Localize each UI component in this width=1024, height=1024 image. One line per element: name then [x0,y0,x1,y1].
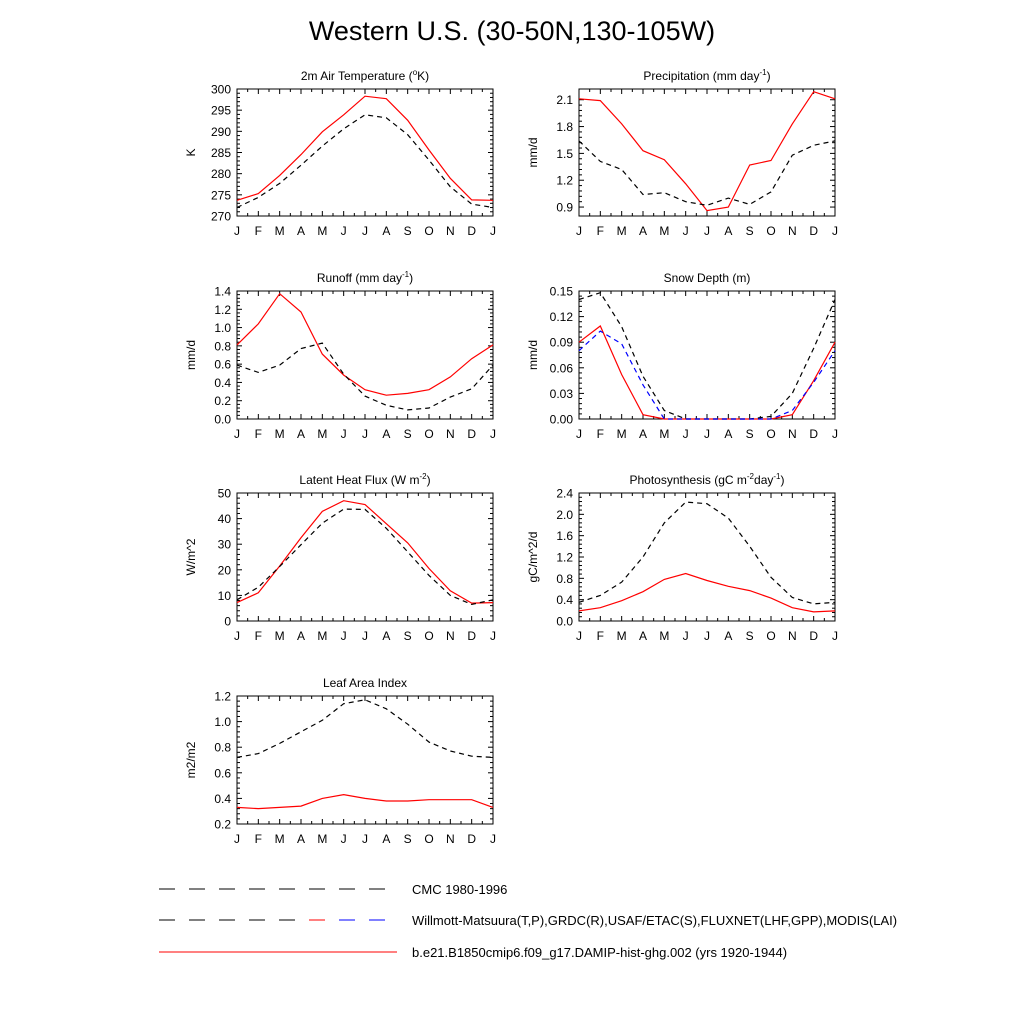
chart-1-ytick-label: 1.8 [556,120,573,135]
chart-0-xtick-label: S [403,224,412,238]
chart-2-ytick-label: 1.4 [214,284,231,299]
chart-4 [184,472,496,643]
chart-0-xtick-label: J [234,224,240,238]
chart-1-ytick-label: 0.9 [556,200,573,215]
chart-5-xtick-label: J [704,629,710,643]
chart-3-ytick-label: 0.00 [549,412,573,427]
chart-3-ytick-label: 0.06 [549,361,573,376]
chart-6-ytick-label: 0.6 [214,766,231,781]
chart-2-ytick-label: 0.8 [214,339,231,354]
chart-1-ytick-label: 1.2 [556,173,573,188]
chart-3-xtick-label: O [766,427,776,441]
chart-0 [184,68,496,238]
chart-2-xtick-label: M [274,427,285,441]
chart-0-xtick-label: N [445,224,455,238]
chart-2-xtick-label: J [340,427,347,441]
chart-4-xtick-label: J [490,629,496,643]
chart-3-xtick-label: N [787,427,797,441]
chart-6-xtick-label: D [467,832,477,846]
chart-4-xtick-label: O [424,629,434,643]
chart-6-xtick-label: A [296,832,306,846]
chart-5-xtick-label: J [682,629,689,643]
chart-1-xtick-label: M [616,224,627,238]
chart-0-title-title_sup: o [412,68,418,77]
chart-4-xtick-label: M [274,629,285,643]
chart-6-title [323,676,407,690]
chart-1-xtick-label: O [766,224,776,238]
chart-5-ytick-label: 1.2 [556,550,573,565]
chart-4-ytick-label: 20 [217,563,231,578]
chart-0-xtick-label: J [362,224,368,238]
chart-3-xtick-label: A [724,427,733,441]
chart-2-xtick-label: N [445,427,455,441]
chart-2-series-0-line [237,294,493,396]
chart-4-xtick-label: D [467,629,477,643]
chart-5-xtick-label: D [809,629,819,643]
chart-2-ytick-label: 0.6 [214,357,231,372]
chart-3-series-1-line [579,293,835,419]
chart-0-xtick-label: J [340,224,347,238]
chart-4-ytick-label: 0 [224,614,231,629]
chart-4-series-1-line [237,509,493,604]
chart-4-title-title_sup: -2 [419,472,427,481]
chart-5-title-title_after2: ) [780,473,785,487]
chart-5-ytick-label: 1.6 [556,529,573,544]
chart-3-ytick-label: 0.09 [549,335,573,350]
chart-6-frame [237,696,493,824]
chart-2-ytick-label: 1.2 [214,302,231,317]
chart-4-ytick-label: 40 [217,512,231,527]
chart-3-xtick-label: J [682,427,689,441]
chart-3-series-2-line [579,331,835,419]
chart-5-ylabel: gC/m^2/d [526,531,540,583]
chart-4-series-0-line [237,501,493,603]
chart-4-xtick-label: F [254,629,263,643]
chart-5-ytick-label: 0.0 [556,614,573,629]
chart-0-ytick-label: 290 [210,124,231,139]
chart-5-ytick-label: 2.0 [556,507,573,522]
chart-5-xtick-label: M [616,629,627,643]
chart-3 [526,271,838,441]
chart-2-title-title_after: ) [409,271,414,285]
chart-5-ytick-label: 0.8 [556,571,573,586]
chart-4-title-title: Latent Heat Flux (W m [299,473,420,487]
chart-3-xtick-label: J [576,427,582,441]
chart-3-ytick-label: 0.15 [549,284,573,299]
chart-0-ytick-label: 285 [210,146,231,160]
chart-5-series-1-line [579,502,835,604]
chart-1-series-1-line [579,141,835,205]
chart-6-ytick-label: 0.2 [214,817,231,832]
chart-1-xtick-label: F [596,224,605,238]
chart-2-xtick-label: J [234,427,240,441]
chart-6-xtick-label: J [490,832,496,846]
chart-1-xtick-label: A [724,224,733,238]
chart-1 [526,68,838,238]
chart-5-ytick-label: 2.4 [556,486,573,501]
chart-1-xtick-label: N [787,224,797,238]
chart-5-series-0-line [579,574,835,612]
chart-2-xtick-label: F [254,427,263,441]
chart-5-xtick-label: S [745,629,754,643]
chart-6-xtick-label: J [234,832,240,846]
chart-1-title-title: Precipitation (mm day [643,69,760,83]
chart-2-series-1-line [237,343,493,410]
chart-0-frame [237,89,493,216]
chart-0-ytick-label: 270 [210,209,231,224]
chart-0-xtick-label: M [317,224,328,238]
chart-3-title-title: Snow Depth (m) [663,271,751,285]
chart-2-ytick-label: 0.2 [214,394,231,409]
chart-6-series-1-line [237,700,493,758]
chart-4-ytick-label: 30 [217,537,231,552]
chart-4-xtick-label: J [362,629,368,643]
chart-3-ytick-label: 0.03 [549,386,573,401]
chart-1-xtick-label: J [704,224,710,238]
chart-4-frame [237,493,493,621]
legend-label: CMC 1980-1996 [412,882,508,897]
chart-4-xtick-label: J [340,629,347,643]
chart-0-ytick-label: 295 [210,103,231,118]
chart-6-ylabel: m2/m2 [184,741,198,779]
chart-0-xtick-label: O [424,224,434,238]
chart-3-ytick-label: 0.12 [549,310,573,325]
chart-4-xtick-label: A [382,629,391,643]
chart-2-xtick-label: J [362,427,368,441]
chart-5-xtick-label: A [638,629,648,643]
chart-1-ytick-label: 1.5 [556,146,573,161]
chart-5-title [630,472,785,487]
chart-5 [526,472,838,643]
chart-0-ylabel: K [184,148,198,157]
chart-0-ytick-label: 280 [210,167,231,182]
chart-6-ytick-label: 0.4 [214,791,231,806]
chart-2-xtick-label: M [317,427,328,441]
legend-label: b.e21.B1850cmip6.f09_g17.DAMIP-hist-ghg.002 (yrs 1920-1944) [412,945,788,960]
chart-5-title-title_sup2: -1 [773,472,781,481]
chart-4-ytick-label: 10 [217,588,231,603]
chart-0-xtick-label: F [254,224,263,238]
chart-6-title-title: Leaf Area Index [322,676,408,690]
chart-4-ylabel: W/m^2 [184,538,198,576]
chart-0-ytick-label: 275 [210,188,231,203]
chart-6-xtick-label: F [254,832,263,846]
chart-1-xtick-label: M [659,224,670,238]
legend-label: Willmott-Matsuura(T,P),GRDC(R),USAF/ETAC(S),FLUXNET(LHF,GPP),MODIS(LAI) [412,913,898,928]
chart-1-title [643,68,770,83]
chart-6-xtick-label: J [362,832,368,846]
chart-0-series-1-line [237,115,493,208]
chart-4-xtick-label: J [234,629,240,643]
chart-1-xtick-label: J [832,224,838,238]
chart-3-xtick-label: S [745,427,754,441]
chart-6-xtick-label: M [317,832,328,846]
chart-4-ytick-label: 50 [217,486,231,501]
chart-5-xtick-label: N [787,629,797,643]
chart-0-xtick-label: D [467,224,477,238]
chart-3-xtick-label: D [809,427,819,441]
chart-6-xtick-label: N [445,832,455,846]
chart-6-xtick-label: J [340,832,347,846]
chart-6-series-0-line [237,795,493,809]
chart-5-xtick-label: J [832,629,838,643]
chart-5-xtick-label: M [659,629,670,643]
chart-4-xtick-label: A [296,629,306,643]
chart-3-series-0-line [579,326,835,419]
chart-1-xtick-label: A [638,224,648,238]
chart-5-xtick-label: A [724,629,733,643]
chart-5-title-title_sup: -2 [746,472,755,481]
chart-1-series-0-line [579,92,835,211]
chart-3-xtick-label: M [616,427,627,441]
chart-2-ylabel: mm/d [184,340,198,370]
page-title: Western U.S. (30-50N,130-105W) [308,16,716,46]
chart-1-xtick-label: J [576,224,582,238]
chart-6-ytick-label: 1.2 [214,689,231,704]
chart-3-xtick-label: J [704,427,710,441]
chart-1-xtick-label: J [682,224,689,238]
chart-2-xtick-label: O [424,427,434,441]
chart-2-xtick-label: S [403,427,412,441]
chart-2-ytick-label: 1.0 [214,321,231,336]
chart-2-ytick-label: 0.4 [214,375,231,390]
chart-6-ytick-label: 0.8 [214,740,231,755]
chart-2-frame [237,291,493,419]
chart-2-ytick-label: 0.0 [214,412,231,427]
chart-0-series-0-line [237,96,493,200]
chart-1-ylabel: mm/d [526,137,540,168]
chart-0-xtick-label: J [490,224,496,238]
chart-2 [184,270,496,441]
chart-2-title-title: Runoff (mm day [316,271,403,285]
chart-1-title-title_sup: -1 [759,68,767,77]
chart-4-title [299,472,430,487]
chart-0-xtick-label: A [382,224,391,238]
chart-3-xtick-label: A [638,427,648,441]
chart-2-xtick-label: A [296,427,306,441]
chart-3-xtick-label: M [659,427,670,441]
chart-0-title-title_after: K) [417,69,430,83]
chart-0-xtick-label: M [274,224,285,238]
chart-5-title-title_after: day [754,473,774,487]
chart-6-xtick-label: A [382,832,391,846]
chart-1-xtick-label: D [809,224,819,238]
chart-6-xtick-label: M [274,832,285,846]
chart-5-ytick-label: 0.4 [556,593,573,608]
chart-1-frame [579,89,835,216]
chart-1-ytick-label: 2.1 [556,93,573,108]
chart-6 [184,676,496,846]
chart-5-xtick-label: J [576,629,582,643]
chart-2-xtick-label: J [490,427,496,441]
chart-5-xtick-label: O [766,629,776,643]
chart-3-xtick-label: J [832,427,838,441]
chart-0-ytick-label: 300 [210,82,231,97]
chart-1-xtick-label: S [745,224,754,238]
chart-2-title-title_sup: -1 [402,270,410,279]
chart-0-title [301,68,429,83]
chart-4-xtick-label: S [403,629,412,643]
chart-4-xtick-label: M [317,629,328,643]
chart-6-xtick-label: S [403,832,412,846]
chart-3-ylabel: mm/d [526,340,540,370]
chart-2-title [317,270,413,285]
chart-1-title-title_after: ) [766,69,771,83]
chart-0-title-title: 2m Air Temperature ( [300,69,413,83]
chart-6-ytick-label: 1.0 [214,715,231,730]
chart-3-xtick-label: F [596,427,605,441]
chart-4-xtick-label: N [445,629,455,643]
chart-3-title [664,271,751,285]
chart-5-title-title: Photosynthesis (gC m [629,473,747,487]
chart-5-xtick-label: F [596,629,605,643]
chart-0-xtick-label: A [296,224,306,238]
chart-6-xtick-label: O [424,832,434,846]
chart-3-frame [579,291,835,419]
chart-4-title-title_after: ) [426,473,431,487]
chart-2-xtick-label: D [467,427,477,441]
chart-2-xtick-label: A [382,427,391,441]
